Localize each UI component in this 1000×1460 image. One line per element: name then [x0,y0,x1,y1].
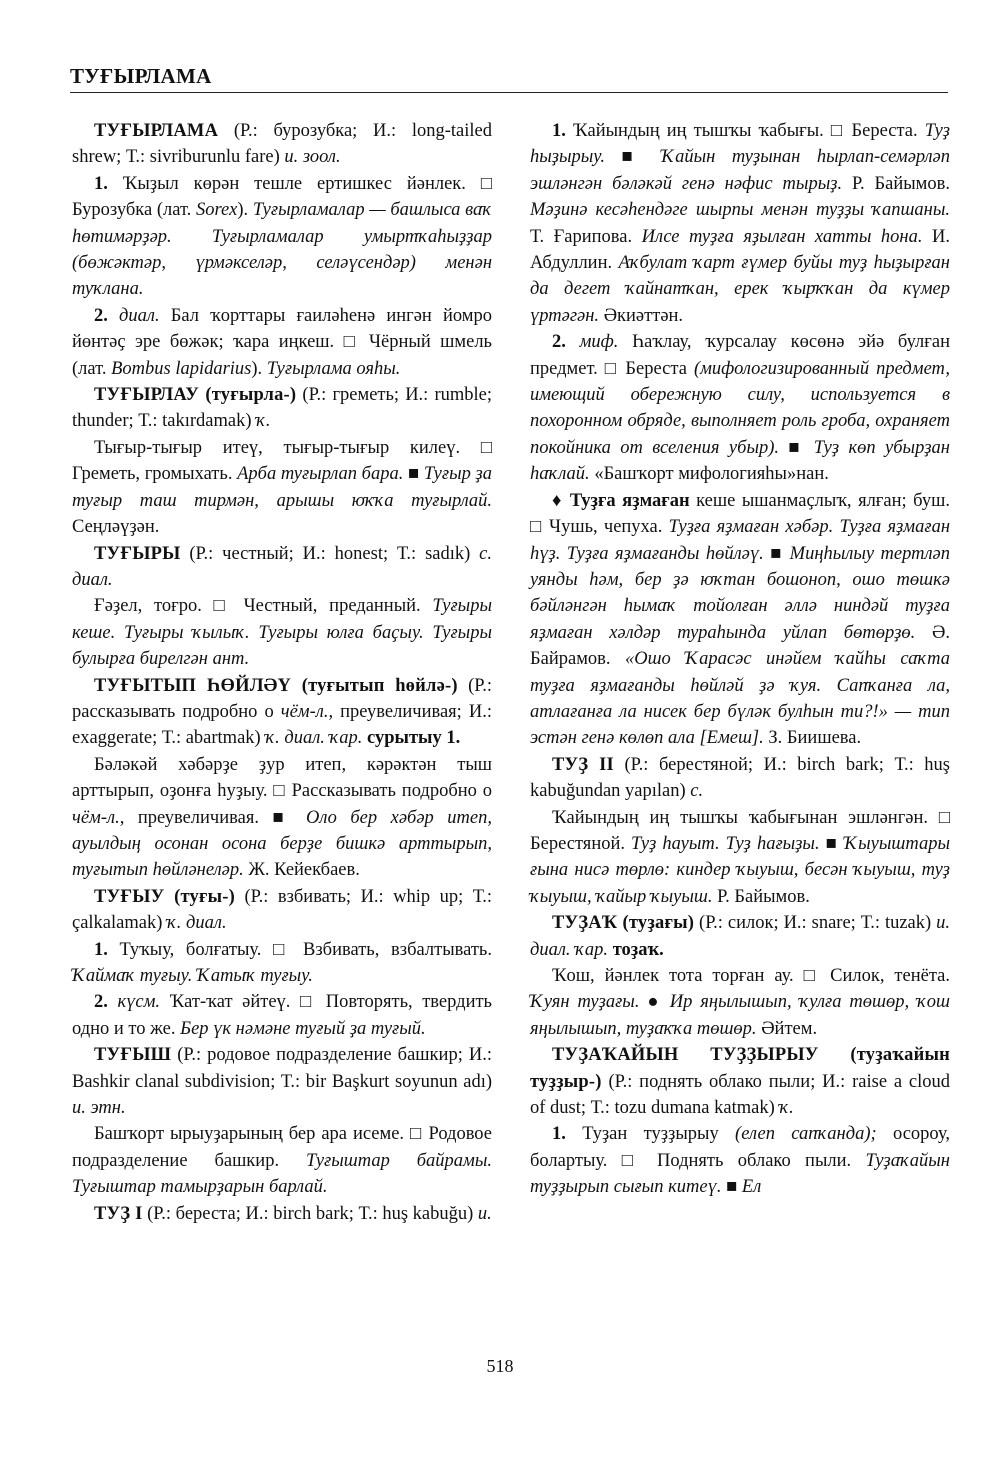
entry-text: ■ [604,147,662,168]
entry-paragraph [72,593,492,672]
entry-paragraph [72,937,492,990]
headword: ТУҒЫШ [94,1045,172,1066]
entry-text [566,332,580,352]
entry-text: ■ [403,464,424,485]
entry-text: Ҡуян туҙағы. [530,992,640,1013]
entry-text: ■ [819,833,845,854]
entry-text: Туғырламалар — башлыса ваҡ һөтимәрҙәр. Туғырламалар умыртҡаһыҙҙар (бөжәктәр, үрмәкселәр, селәүсендәр) менән туҡлана. [72,200,492,300]
entry-text: Бал ҡорттары ғаиләһенә ингән йомро йөнтәҫ эре бөжәк; ҡара иңкеш. □ Чёрный шмель (лат. [72,305,493,379]
entry-text: Ҡаймаҡ туғыу. Ҡатыҡ туғыу. [72,966,313,986]
entry-paragraph [72,884,492,937]
entry-paragraph [530,329,950,487]
headword: ТУҒЫУ (туғы-) [94,886,235,907]
entry-text: Башҡорт ырыуҙарының бер ара исеме. □ Родовое подразделение башкир. [72,1124,492,1171]
entry-text: Bombus lapidarius [111,358,252,379]
entry-text: ■ [779,437,814,458]
headword: ТУҒЫТЫП ҺӨЙЛӘҮ (туғытып һөйлә-) [94,675,458,696]
entry-text: Туғыры кеше. Туғыры ҡылыҡ. Туғыры юлға баҫыу. Туғыры булырға бирелгән ант. [72,596,492,670]
entry-text: З. Биишева. [763,728,862,749]
headword: ТУҒЫРЫ [94,543,181,564]
entry-text: 2. [552,332,566,353]
entry-text: Бәләкәй хәбәрҙе ҙур итеп, кәрәктән тыш арттырып, оҙонға һуҙыу. □ Рассказывать подробно о [72,754,492,802]
entry-text: (Р.: родовое подразделение башкир; И.: Bashkir clanal subdivision; Т.: bir Başkurt soyunun adı) [72,1045,492,1092]
headword: ТУҘ II [552,754,614,775]
entry-text: , преувеличивая. ■ [119,807,306,828]
entry-text: ■ [763,543,790,564]
entry-text: 1. [552,1124,566,1145]
entry-text: Туҙан туҙҙырыу [565,1124,736,1145]
entry-paragraph [72,1121,492,1200]
left-column [72,118,492,1227]
entry-text: Һаҡлау, ҡурсалау көсөнә эйә булған предмет. □ Береста [530,332,950,379]
entry-text: 1. [94,173,108,194]
entry-text: Сеңләүҙән. [72,517,160,538]
entry-paragraph [72,171,492,303]
entry-text: Ҡайын туҙынан һырлап-семәрләп эшләнгән бәләкәй генә нәфис тырыҙ. [530,147,950,194]
entry-text: Туғыр ҙа туғыр таш тирмән, арышы юҡҡа туғырлай. [72,464,492,511]
entry-text: Тығыр-тығыр итеү, тығыр-тығыр килеү. □ Греметь, громыхать. [72,437,492,485]
entry-text: чём-л. [280,701,329,722]
entry-text: с. диал. [72,543,492,590]
entry-text: ҡ. диал. [167,913,227,934]
entry-text: (Р.: греметь; И.: rumble; thunder; Т.: takırdamak) [72,385,492,432]
entry-text: ҡ. диал. ҡар. [265,728,363,749]
entry-text: Ҡыҙыл көрән тешле ертишкес йәнлек. □ Бурозубка (лат. [72,173,492,221]
entry-text: , преувеличивая; И.: exaggerate; Т.: abartmak) [72,701,492,749]
entry-text: Әкиәттән. [599,305,684,326]
entry-text: кеше ышанмаҫлыҡ, ялған; буш. □ Чушь, чепуха. [530,490,950,538]
entry-text: Әйтем. [756,1018,818,1039]
entry-text: күсм. [117,992,161,1013]
entry-text: Туҙ көп убырҙан һаҡлай. [530,437,950,485]
entry-paragraph [530,963,950,1042]
entry-text: ҡ. [779,1098,794,1119]
entry-text: Бер үк нәмәне туғый ҙа туғый. [180,1018,426,1039]
entry-text: и. этн. [72,1098,126,1119]
entry-paragraph [530,1121,950,1200]
entry-text: 2. [94,992,108,1013]
headword: ТУҒЫРЛАУ (туғырла-) [94,385,297,406]
entry-text: 1. [94,939,108,960]
entry-text: (Р.: честный; И.: honest; Т.: sadık) [180,543,480,564]
entry-text: и. зоол. [284,147,341,168]
entry-text: 1. [552,121,566,141]
entry-text: Ҡат-ҡат әйтеү. □ Повторять, твердить одно и то же. [72,992,492,1039]
running-head: ТУҒЫРЛАМА [70,64,212,88]
entry-paragraph [72,382,492,435]
entry-text: 2. [94,305,108,326]
entry-paragraph [530,488,950,752]
entry-paragraph [530,805,950,911]
entry-paragraph [72,1201,492,1227]
entry-text: (Р.: бурозубка; И.: long-tailed shrew; Т.: sivriburunlu fare) [72,121,492,168]
entry-text: Арба туғырлап бара. [237,464,404,485]
entry-paragraph [530,752,950,805]
entry-text: ♦ Туҙға яҙмаған [552,490,690,511]
entry-text: Ж. Кейекбаев. [243,860,360,881]
headword: ТУҘ I [94,1203,143,1224]
entry-text: Туғырлама ояһы. [266,358,401,379]
entry-text: ). [237,200,253,221]
entry-text: Аҡбулат ҡарт ғүмер буйы туҙ һыҙырған да дегет ҡайнатҡан, ерек ҡырҡҡан да күмер үртәгән. [530,253,950,326]
entry-text: Р. Байымов. [712,886,810,907]
entry-text: и. [477,1203,492,1224]
entry-text: (Р.: поднять облако пыли; И.: raise a cloud of dust; Т.: tozu dumana katmak) [530,1071,950,1119]
entry-paragraph [72,435,492,541]
entry-text: с. [690,781,704,802]
entry-text: Ҡош, йәнлек тота торған ау. □ Силок, тенёта. [552,966,950,986]
entry-text: (Р.: берестяной; И.: birch bark; Т.: huş kabuğundan yapılan) [530,754,950,802]
entry-paragraph [72,541,492,594]
entry-text: Ғәҙел, тоғро. □ Честный, преданный. [94,596,433,617]
entry-text: (Р.: силок; И.: snare; Т.: tuzak) [694,913,937,934]
entry-text: ● [639,992,670,1013]
entry-text: Ҡыуыштары ғына нисә төрлө: киндер ҡыуыш, бесән ҡыуыш, туҙ ҡыуыш, ҡайыр ҡыуыш. [530,833,950,907]
entry-text: Туҙ һыҙырыу. [530,121,950,168]
entry-text: Ел [741,1177,762,1198]
entry-text: ҡ. [256,411,271,432]
entry-text: Ә. Байрамов. [530,622,950,670]
entry-text: Туҙға яҙмаған хәбәр. Туҙға яҙмаған һүҙ. Туҙға яҙмағанды һөйләү. [530,517,950,564]
entry-text: Ҡайындың иң тышҡы ҡабығы. □ Береста. [565,121,925,141]
entry-text: И. Абдуллин. [530,226,950,274]
entry-text: сурытыу 1. [367,728,461,749]
entry-text: и. диал. ҡар. [530,913,950,960]
entry-text: тоҙаҡ. [612,939,664,960]
entry-text: ■ [721,1177,742,1198]
entry-text: Мәҙинә кесәһендәге шырпы менән туҙҙы ҡапшаны. [530,200,950,221]
entry-text: миф. [579,332,619,353]
headword: ТУҘАҠ (туҙағы) [552,913,695,934]
page-number: 518 [486,1356,514,1376]
entry-text: Илсе туҙға яҙылған хатты һона. [641,226,923,247]
right-column [530,118,950,1201]
entry-text: Туҡыу, болғатыу. □ Взбивать, взбалтывать. [107,939,492,960]
entry-text: Ир яңылышып, ҡулға төшөр, ҡош яңылышып, туҙаҡҡа төшөр. [530,992,950,1039]
entry-text: ). [251,358,267,379]
entry-paragraph [530,910,950,963]
entry-text: (елеп сапҡанда); [735,1124,877,1145]
entry-text: «Башҡорт мифологияһы»нан. [589,464,829,485]
entry-text: Sorex [195,200,238,221]
entry-text: Р. Байымов. [842,173,950,194]
entry-paragraph [72,1042,492,1121]
entry-text: Туҙаҡайын туҙҙырып сығып китеү. [530,1150,950,1198]
headword: ТУҒЫРЛАМА [94,121,219,141]
entry-paragraph [530,1042,950,1121]
entry-text: Туҙ һауыт. Туҙ һағыҙы. [631,833,820,854]
entry-paragraph [72,118,492,171]
entry-paragraph [72,673,492,752]
entry-text: Ҡайындың иң тышҡы ҡабығынан эшләнгән. □ Берестяной. [530,807,950,854]
entry-paragraph [72,303,492,382]
entry-paragraph [72,989,492,1042]
entry-text: (Р.: рассказывать подробно о [72,675,492,722]
entry-text: (мифологизированный предмет, имеющий обережную силу, используется в похоронном обряде, выполняет роль гроба, охраняет покойника от вселения убыр). [530,358,950,458]
headword: ТУҘАҠАЙЫН ТУҘҘЫРЫУ (туҙаҡайын туҙҙыр-) [530,1045,950,1092]
entry-text: осороу, болартыу. □ Поднять облако пыли. [530,1124,950,1171]
entry-paragraph [530,118,950,329]
entry-text: «Ошо Ҡарасәс инәйем ҡайһы саҡта туҙға яҙмағанды һөйләй ҙә ҡуя. Сапҡанға ла, атлағанға ла нисек бер бүләк булһын ти?!» — тип эстән генә көлөп ала [Емеш]. [530,649,950,749]
entry-text: Оло бер хәбәр итеп, ауылдың осонан осона берҙе бишкә арттырып, туғытып һөйләнеләр. [72,807,492,881]
entry-text [108,306,119,326]
entry-text: (Р.: взбивать; И.: whip up; Т.: çalkalamak) [72,886,493,934]
entry-text: диал. [119,305,160,326]
entry-text: чём-л. [72,807,120,828]
header-rule [70,92,948,93]
entry-text: Миңһылыу тертләп уянды һәм, бер ҙә юҡтан бошоноп, ошо төшкә бәйләнгән һымаҡ тойолған әллә ниндәй туҙға яҙмаған хәлдәр тураһында уйлап бөтөрҙө. [530,543,950,643]
entry-paragraph [72,752,492,884]
entry-text: Туғыштар байрамы. Туғыштар тамырҙарын барлай. [72,1150,492,1198]
entry-text: Т. Ғарипова. [530,226,642,247]
entry-text: (Р.: береста; И.: birch bark; Т.: huş kabuğu) [142,1203,478,1224]
